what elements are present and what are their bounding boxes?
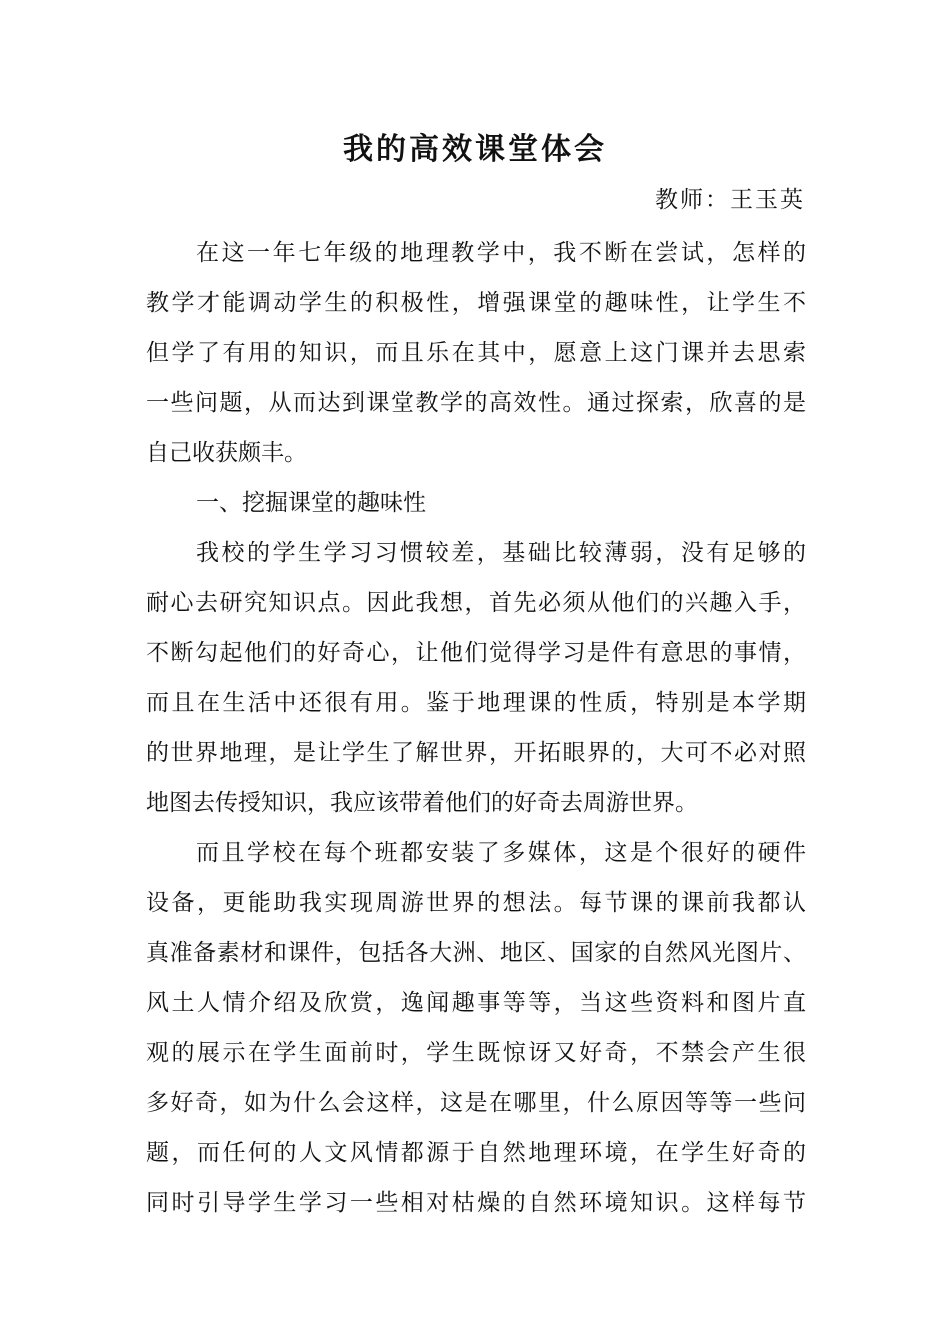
paragraph-line: 但学了有用的知识，而且乐在其中，愿意上这门课并去思索 — [146, 340, 806, 366]
paragraph-line: 自己收获颇丰。 — [146, 440, 307, 466]
paragraph-line: 而且在生活中还很有用。鉴于地理课的性质，特别是本学期 — [146, 690, 806, 716]
paragraph-line: 的世界地理，是让学生了解世界，开拓眼界的，大可不必对照 — [146, 740, 806, 766]
paragraph-line: 真准备素材和课件，包括各大洲、地区、国家的自然风光图片、 — [146, 940, 806, 966]
paragraph-line: 我校的学生学习习惯较差，基础比较薄弱，没有足够的 — [196, 540, 806, 566]
paragraph-line: 题，而任何的人文风情都源于自然地理环境，在学生好奇的 — [146, 1140, 806, 1166]
paragraph-line: 风土人情介绍及欣赏，逸闻趣事等等，当这些资料和图片直 — [146, 990, 806, 1016]
section-heading: 一、挖掘课堂的趣味性 — [196, 490, 426, 516]
paragraph-line: 地图去传授知识，我应该带着他们的好奇去周游世界。 — [146, 790, 698, 816]
paragraph-line: 在这一年七年级的地理教学中，我不断在尝试，怎样的 — [196, 240, 806, 266]
paragraph-line: 观的展示在学生面前时，学生既惊讶又好奇，不禁会产生很 — [146, 1040, 806, 1066]
body-text — [146, 228, 806, 1228]
paragraph-line: 多好奇，如为什么会这样，这是在哪里，什么原因等等一些问 — [146, 1090, 806, 1116]
document-title: 我的高效课堂体会 — [343, 132, 607, 167]
author-line: 教师：王玉英 — [655, 187, 805, 213]
paragraph-line: 同时引导学生学习一些相对枯燥的自然环境知识。这样每节 — [146, 1190, 806, 1216]
paragraph-line: 耐心去研究知识点。因此我想，首先必须从他们的兴趣入手， — [146, 590, 806, 616]
paragraph-line: 一些问题，从而达到课堂教学的高效性。通过探索，欣喜的是 — [146, 390, 806, 416]
paragraph-line: 不断勾起他们的好奇心，让他们觉得学习是件有意思的事情， — [146, 640, 806, 666]
paragraph-line: 教学才能调动学生的积极性，增强课堂的趣味性，让学生不 — [146, 290, 806, 316]
paragraph-line: 设备，更能助我实现周游世界的想法。每节课的课前我都认 — [146, 890, 806, 916]
paragraph-line: 而且学校在每个班都安装了多媒体，这是个很好的硬件 — [196, 840, 806, 866]
